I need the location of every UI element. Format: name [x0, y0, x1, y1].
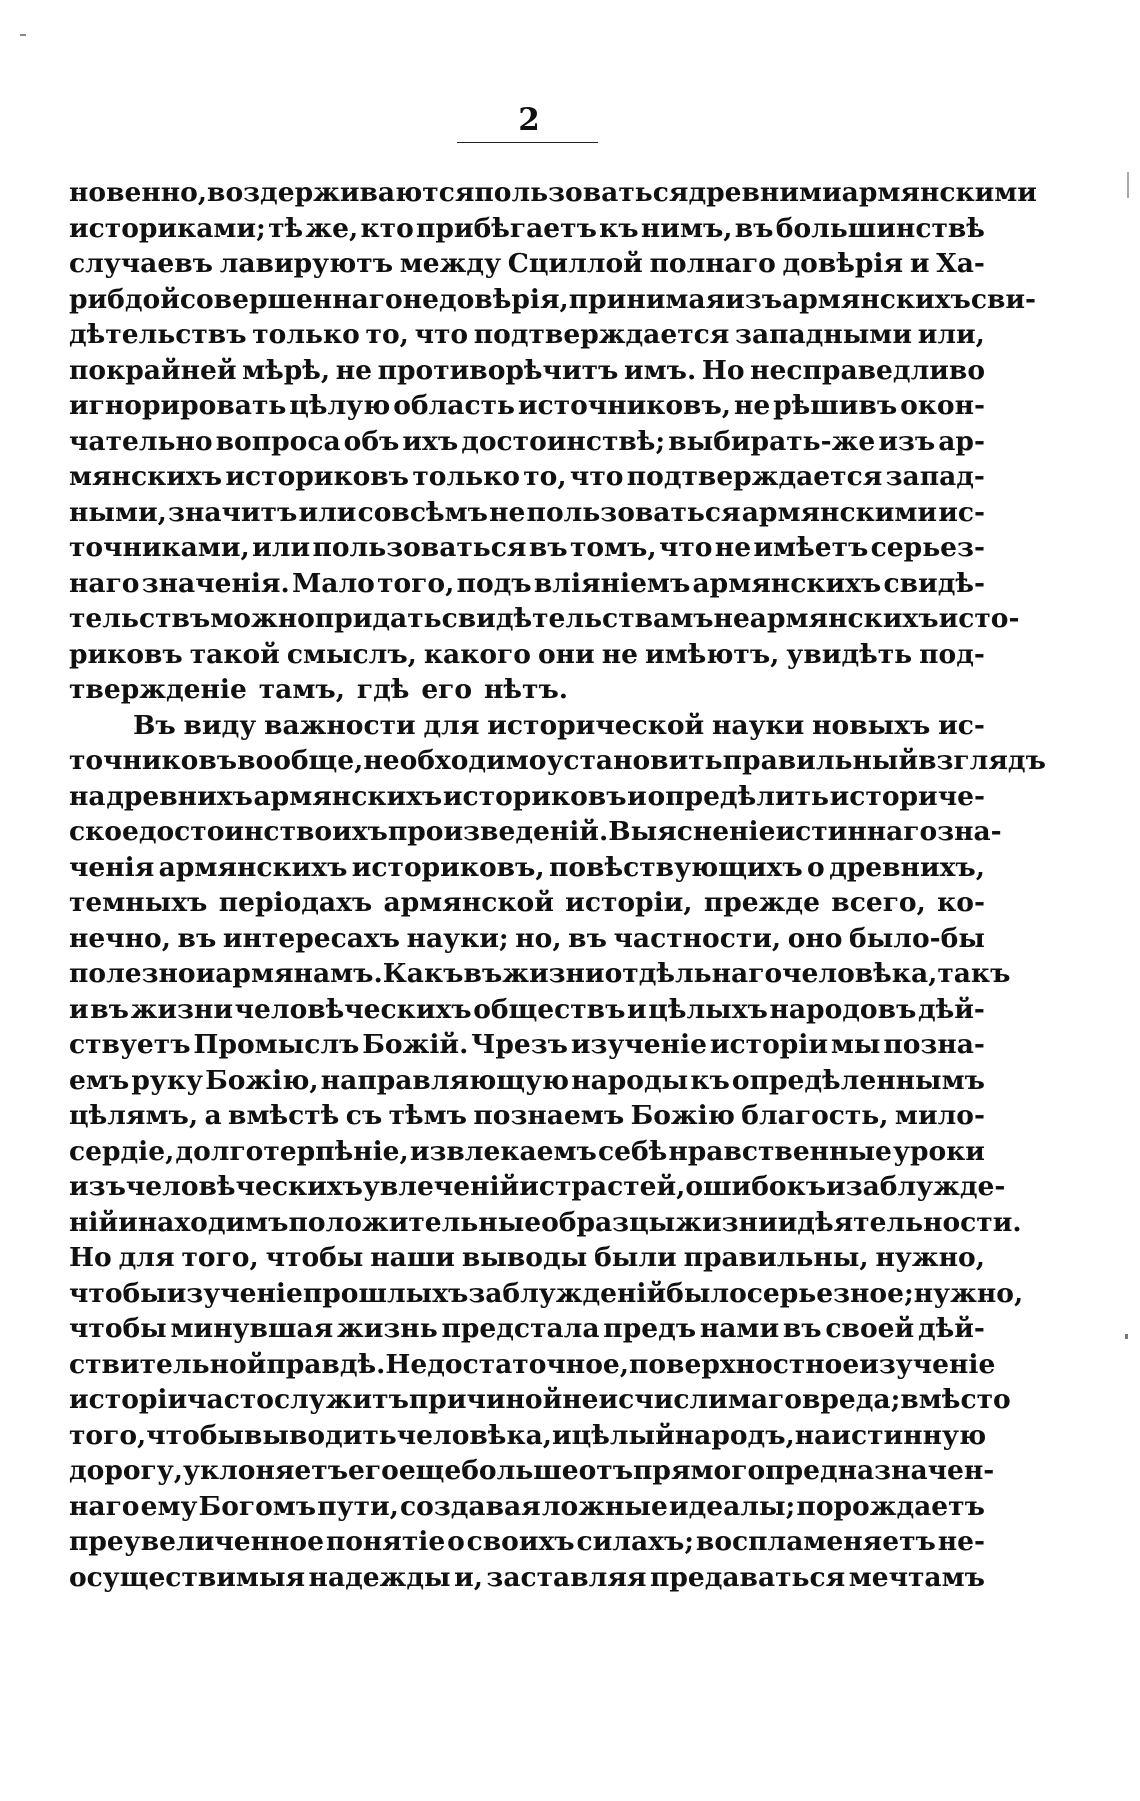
text-line: Въ виду важности для исторической науки новыхъ ис-: [133, 709, 985, 741]
text-line: ское достоинство ихъ произведеній. Выясненіе истиннаго зна-: [69, 816, 1002, 847]
text-line: ченія армянскихъ историковъ, повѣствующихъ о древнихъ,: [69, 851, 985, 883]
text-line: Но для того, чтобы наши выводы были правильны, нужно,: [69, 1242, 985, 1273]
text-line: чтобы минувшая жизнь предстала предъ нами въ своей дѣй-: [69, 1313, 985, 1344]
text-line: емъ руку Божію, направляющую народы къ опредѣленнымъ: [69, 1064, 985, 1096]
page-number-rule: [457, 142, 598, 143]
text-line: и въ жизни человѣческихъ обществъ и цѣлыхъ народовъ дѣй-: [69, 993, 985, 1025]
text-line: риковъ такой смыслъ, какого они не имѣютъ, увидѣть под-: [69, 638, 985, 670]
text-line: тельствъ можно придать свидѣтельствамъ неармянскихъ исто-: [69, 603, 1020, 634]
text-line: преувеличенное понятіе о своихъ силахъ; воспламеняетъ не-: [69, 1526, 985, 1557]
text-line: ными, значитъ или совсѣмъ не пользоваться армянскими ис-: [69, 496, 985, 528]
text-line: новенно, воздерживаются пользоваться древними армянскими: [69, 177, 1037, 208]
text-line: наго значенія. Мало того, подъ вліяніемъ армянскихъ свидѣ-: [69, 567, 985, 599]
text-line: дѣтельствъ только то, что подтверждается западными или,: [69, 319, 985, 350]
text-line: случаевъ лавируютъ между Сциллой полнаго довѣрія и Ха-: [69, 248, 985, 279]
text-line: точниками, или пользоваться въ томъ, что не имѣетъ серьез-: [69, 532, 985, 563]
text-line: рибдой совершеннаго недовѣрія, принимая изъ армянскихъ сви-: [69, 283, 1037, 315]
text-line: твержденіе тамъ, гдѣ его нѣтъ.: [69, 674, 569, 705]
body-text: [69, 175, 1046, 1595]
text-line: ній и находимъ положительные образцы жизни и дѣятельности.: [69, 1206, 1022, 1238]
text-line: ствительной правдѣ. Недостаточное, поверхностное изученіе: [69, 1348, 996, 1380]
text-line: осуществимыя надежды и, заставляя предаваться мечтамъ: [69, 1561, 985, 1593]
scan-margin-mark: [20, 34, 26, 36]
text-line: исторіи часто служитъ причиной неисчислимаго вреда; вмѣсто: [69, 1384, 1011, 1415]
text-line: игнорировать цѣлую область источниковъ, не рѣшивъ окон-: [69, 390, 985, 421]
text-line: покрайней мѣрѣ, не противорѣчитъ имъ. Но несправедливо: [69, 354, 985, 386]
text-line: дорогу, уклоняетъ его еще больше отъ прямого предназначен-: [69, 1455, 995, 1486]
text-line: нечно, въ интересахъ науки; но, въ частности, оно было-бы: [69, 922, 985, 954]
text-line: ствуетъ Промыслъ Божій. Чрезъ изученіе исторіи мы позна-: [69, 1029, 985, 1060]
text-line: на древнихъ армянскихъ историковъ и опредѣлить историче-: [69, 780, 985, 812]
text-line: того, чтобы выводить человѣка, и цѣлый народъ, на истинную: [69, 1419, 987, 1451]
text-line: чтобы изученіе прошлыхъ заблужденій было серьезное; нужно,: [69, 1277, 1024, 1309]
scan-margin-mark: [1127, 172, 1129, 198]
text-line: чательно вопроса объ ихъ достоинствѣ; выбирать-же изъ ар-: [69, 425, 985, 457]
text-line: изъ человѣческихъ увлеченій и страстей, ошибокъ и заблужде-: [69, 1171, 1006, 1202]
page-number: 2: [518, 102, 540, 138]
text-line: точниковъ вообще, необходимо установить правильный взглядъ: [69, 745, 1046, 776]
text-line: полезно и армянамъ. Какъ въ жизни отдѣльнаго человѣка, такъ: [69, 958, 1011, 989]
text-line: наго ему Богомъ пути, создавая ложные идеалы; порождаетъ: [69, 1490, 985, 1522]
text-line: цѣлямъ, а вмѣстѣ съ тѣмъ познаемъ Божію благость, мило-: [69, 1100, 985, 1131]
text-line: мянскихъ историковъ только то, что подтверждается запад-: [69, 461, 985, 492]
text-line: темныхъ періодахъ армянской исторіи, прежде всего, ко-: [69, 887, 985, 918]
scan-margin-mark: [1125, 1334, 1128, 1339]
text-line: историками; тѣ же, кто прибѣгаетъ къ нимъ, въ большинствѣ: [69, 212, 985, 244]
text-line: сердіе, долготерпѣніе, извлекаемъ себѣ нравственные уроки: [69, 1135, 985, 1167]
